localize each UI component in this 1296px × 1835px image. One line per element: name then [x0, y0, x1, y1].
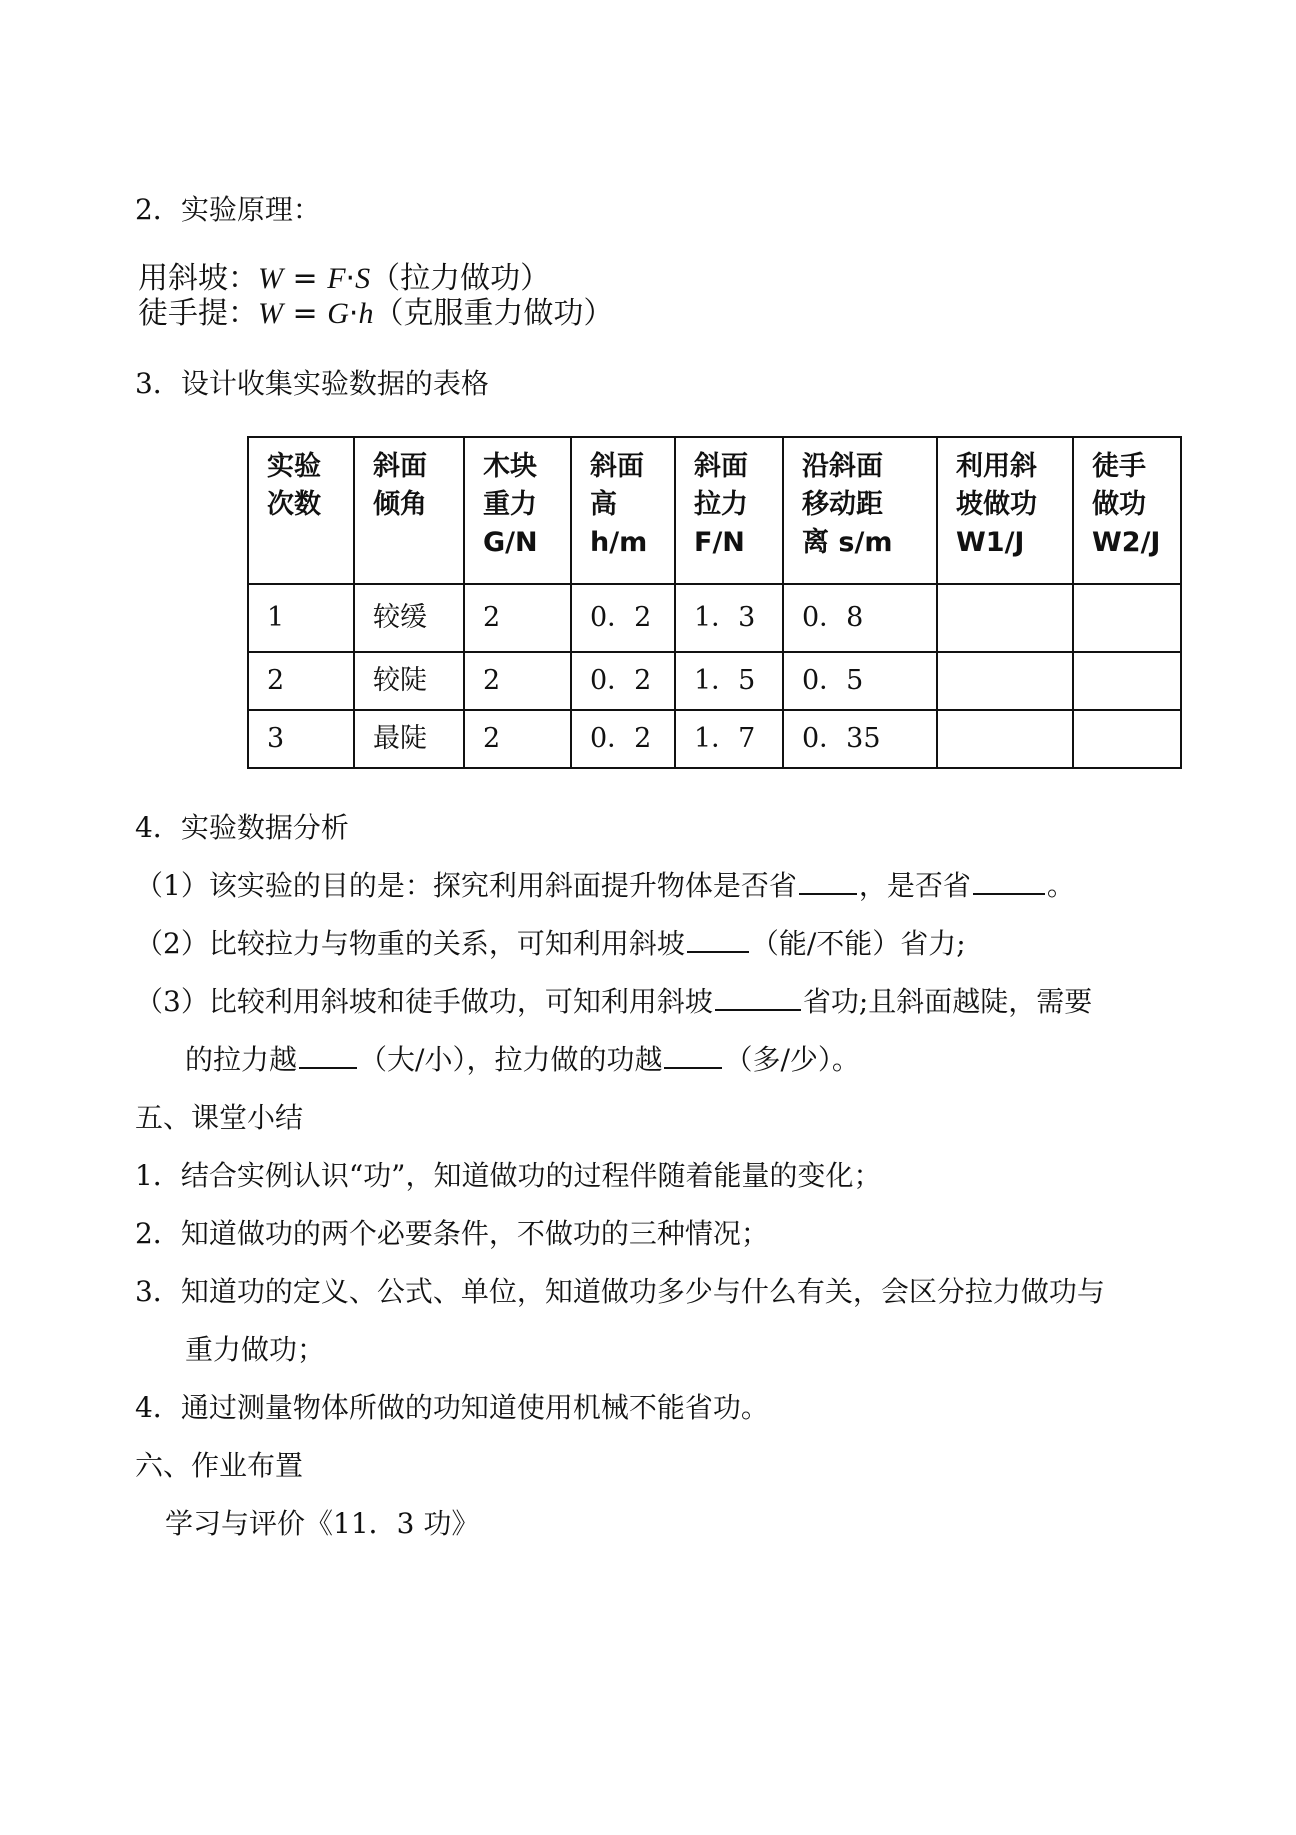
table-cell: 1．3	[675, 584, 783, 652]
table-row	[248, 584, 1181, 652]
table-cell: 2	[248, 652, 354, 710]
answer-blank	[715, 985, 801, 1011]
table-cell: 1．5	[675, 652, 783, 710]
formula-label: 徒手提：	[138, 296, 258, 331]
answer-blank	[299, 1043, 357, 1069]
answer-blank	[687, 927, 749, 953]
table-row	[248, 652, 1181, 710]
summary-item: 4．通过测量物体所做的功知道使用机械不能省功。	[135, 1391, 769, 1424]
question-1: （1）该实验的目的是：探究利用斜面提升物体是否省 ，是否省 。	[135, 869, 1075, 902]
formula-incline	[138, 262, 550, 296]
header-cell: 徒手 做功 W2/J	[1073, 437, 1181, 584]
table-cell	[937, 710, 1073, 768]
summary-item: 2．知道做功的两个必要条件，不做功的三种情况；	[135, 1217, 769, 1250]
table-cell: 较缓	[354, 584, 464, 652]
header-cell: 沿斜面 移动距 离 s/m	[783, 437, 937, 584]
formula-label: 用斜坡：	[138, 261, 258, 296]
header-cell: 斜面 高 h/m	[571, 437, 675, 584]
header-cell: 实验 次数	[248, 437, 354, 584]
formula-symbol: W	[258, 262, 283, 295]
table-cell: 3	[248, 710, 354, 768]
section-5-heading: 五、课堂小结	[135, 1101, 304, 1134]
table-cell: 最陡	[354, 710, 464, 768]
summary-item: 3．知道功的定义、公式、单位，知道做功多少与什么有关，会区分拉力做功与	[135, 1275, 1105, 1308]
table-cell: 0．2	[571, 584, 675, 652]
formula-note: （克服重力做功）	[373, 296, 614, 331]
table-cell: 1	[248, 584, 354, 652]
table-row	[248, 710, 1181, 768]
formula-note: （拉力做功）	[370, 261, 551, 296]
header-cell: 利用斜 坡做功 W1/J	[937, 437, 1073, 584]
formula-symbol: G	[327, 297, 349, 330]
answer-blank	[664, 1043, 722, 1069]
section-3-heading: 3．设计收集实验数据的表格	[135, 367, 489, 400]
table-cell: 0．2	[571, 710, 675, 768]
homework-item: 学习与评价《11．3 功》	[165, 1507, 480, 1540]
table-cell	[1073, 652, 1181, 710]
section-6-heading: 六、作业布置	[135, 1449, 304, 1482]
formula-symbol: S	[355, 262, 371, 295]
formula-operator: ·	[348, 296, 359, 331]
table-cell: 较陡	[354, 652, 464, 710]
formula-bare-hand	[138, 297, 613, 331]
formula-operator: =	[283, 261, 328, 296]
header-cell: 木块 重力 G/N	[464, 437, 571, 584]
table-cell: 0．5	[783, 652, 937, 710]
section-4-heading: 4．实验数据分析	[135, 811, 349, 844]
question-2: （2）比较拉力与物重的关系，可知利用斜坡 （能/不能）省力;	[135, 927, 966, 960]
table-cell: 0．35	[783, 710, 937, 768]
header-cell: 斜面 拉力 F/N	[675, 437, 783, 584]
table-cell: 0．8	[783, 584, 937, 652]
data-table	[247, 436, 1182, 769]
table-cell: 0．2	[571, 652, 675, 710]
summary-item: 1．结合实例认识“功”，知道做功的过程伴随着能量的变化；	[135, 1159, 882, 1192]
formula-operator: =	[283, 296, 328, 331]
header-cell: 斜面 倾角	[354, 437, 464, 584]
section-2-heading: 2．实验原理：	[135, 193, 321, 226]
formula-symbol: h	[358, 297, 374, 330]
formula-symbol: F	[327, 262, 346, 295]
table-cell: 2	[464, 652, 571, 710]
table-header-row	[248, 437, 1181, 584]
table-cell	[937, 652, 1073, 710]
table-cell: 2	[464, 584, 571, 652]
formula-symbol: W	[258, 297, 283, 330]
summary-item-continued: 重力做功；	[185, 1333, 326, 1366]
table-cell	[1073, 710, 1181, 768]
question-3-continued: 的拉力越 （大/小），拉力做的功越 （多/少）。	[185, 1043, 860, 1076]
answer-blank	[973, 869, 1045, 895]
table-cell	[1073, 584, 1181, 652]
table-cell: 1．7	[675, 710, 783, 768]
answer-blank	[799, 869, 857, 895]
table-cell: 2	[464, 710, 571, 768]
table-cell	[937, 584, 1073, 652]
question-3: （3）比较利用斜坡和徒手做功，可知利用斜坡 省功;且斜面越陡，需要	[135, 985, 1093, 1018]
formula-operator: ·	[345, 261, 356, 296]
